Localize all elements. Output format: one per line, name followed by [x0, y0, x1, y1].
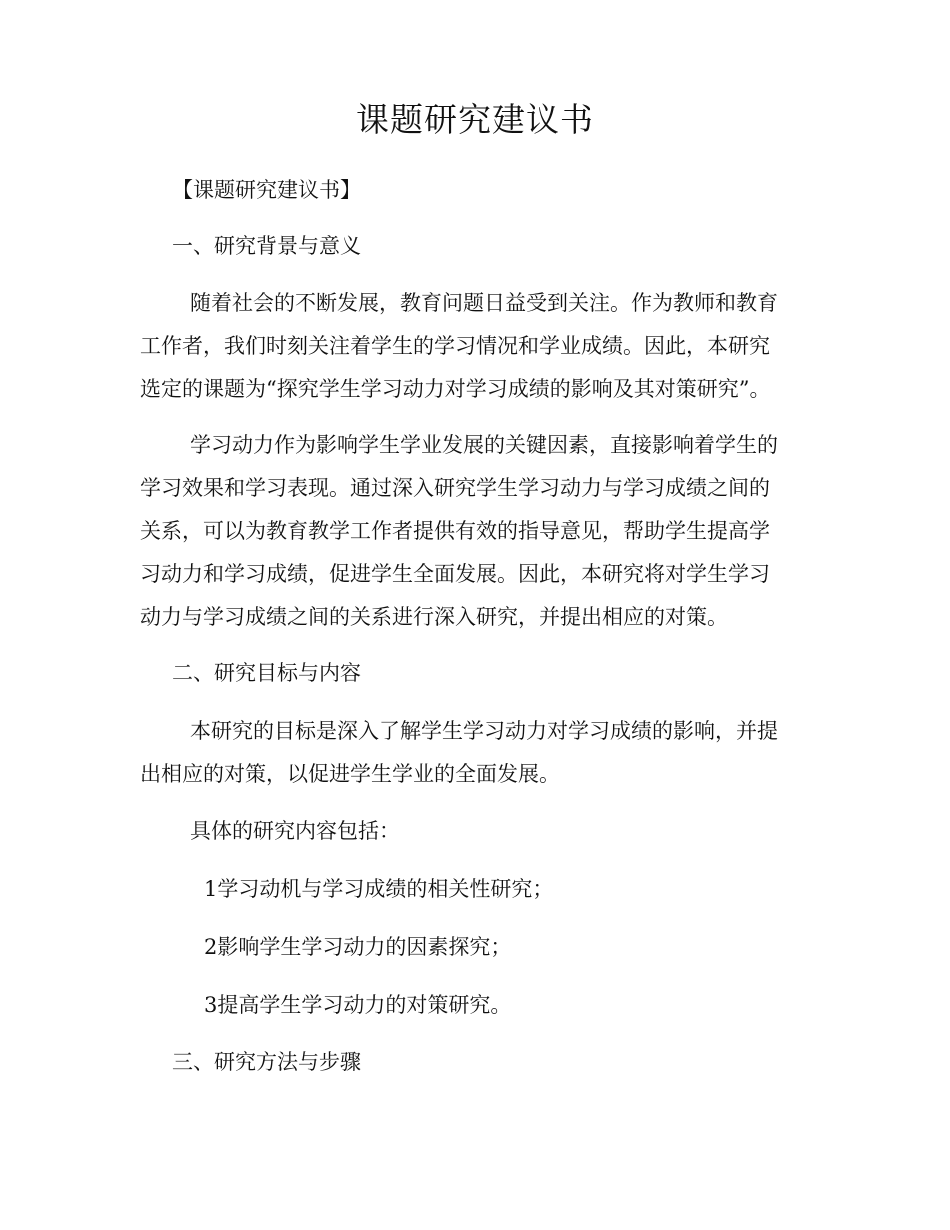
- section-2-heading: 二、研究目标与内容: [172, 661, 361, 685]
- section-1-paragraph-2-line-4: 习动力和学习成绩，促进学生全面发展。因此，本研究将对学生学习: [140, 562, 770, 586]
- research-content-item-1: 1学习动机与学习成绩的相关性研究；: [204, 877, 554, 901]
- research-content-item-3: 3提高学生学习动力的对策研究。: [204, 993, 512, 1017]
- document-title: 课题研究建议书: [356, 100, 594, 139]
- section-2-paragraph-1-line-1: 本研究的目标是深入了解学生学习动力对学习成绩的影响，并提: [190, 719, 778, 743]
- section-1-paragraph-2-line-2: 学习效果和学习表现。通过深入研究学生学习动力与学习成绩之间的: [140, 476, 770, 500]
- section-1-heading: 一、研究背景与意义: [172, 234, 361, 258]
- research-content-intro: 具体的研究内容包括：: [190, 819, 400, 843]
- bracket-heading: 【课题研究建议书】: [172, 178, 361, 202]
- section-1-paragraph-1-line-1: 随着社会的不断发展，教育问题日益受到关注。作为教师和教育: [190, 291, 778, 315]
- section-1-paragraph-2-line-5: 动力与学习成绩之间的关系进行深入研究，并提出相应的对策。: [140, 605, 728, 629]
- section-3-heading: 三、研究方法与步骤: [172, 1050, 361, 1074]
- section-1-paragraph-1-line-2: 工作者，我们时刻关注着学生的学习情况和学业成绩。因此，本研究: [140, 334, 770, 358]
- section-1-paragraph-2-line-3: 关系，可以为教育教学工作者提供有效的指导意见，帮助学生提高学: [140, 519, 770, 543]
- section-2-paragraph-1-line-2: 出相应的对策，以促进学生学业的全面发展。: [140, 762, 560, 786]
- research-content-item-2: 2影响学生学习动力的因素探究；: [204, 935, 512, 959]
- section-1-paragraph-1-line-3: 选定的课题为“探究学生学习动力对学习成绩的影响及其对策研究”。: [140, 377, 771, 401]
- section-1-paragraph-2-line-1: 学习动力作为影响学生学业发展的关键因素，直接影响着学生的: [190, 433, 778, 457]
